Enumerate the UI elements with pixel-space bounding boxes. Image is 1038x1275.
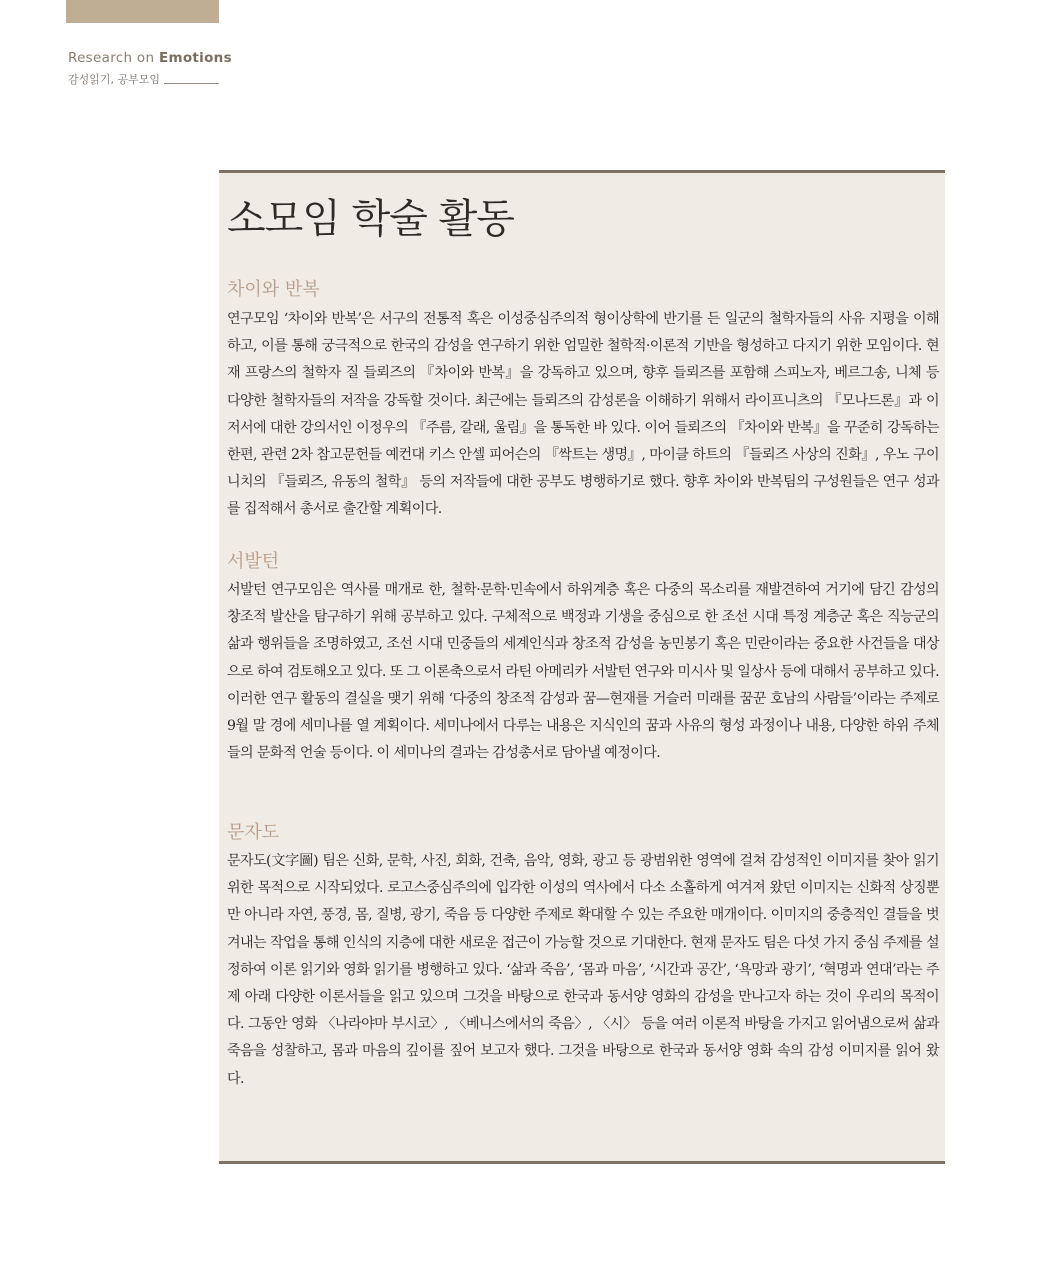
running-header-prefix: Research on [68, 50, 155, 66]
section-body-munjado: 문자도(文字圖) 팀은 신화, 문학, 사진, 회화, 건축, 음악, 영화, 광고 등 광범위한 영역에 걸쳐 감성적인 이미지를 찾아 읽기 위한 목적으로 시작되었다. 로고스중심주의에 입각한 이성의 역사에서 다소 소홀하게 여겨져 왔던 이미지는 신화적 상징뿐만 아니라 자연, 풍경, 몸, 질병, 광기, 죽음 등 다양한 주제로 확대할 수 있는 주요한 매개이다. 이미지의 중층적인 결들을 벗겨내는 작업을 통해 인식의 지층에 대한 새로운 접근이 가능할 것으로 기대한다. 현재 문자도 팀은 다섯 가지 중심 주제를 설정하여 이론 읽기와 영화 읽기를 병행하고 있다. ‘삶과 죽음’, ‘몸과 마음’, ‘시간과 공간’, ‘욕망과 광기’, ‘혁명과 연대’라는 주제 아래 다양한 이론서들을 읽고 있으며 그것을 바탕으로 한국과 동서양 영화의 감성을 만나고자 하는 것이 우리의 목적이다. 그동안 영화 〈나라야마 부시코〉, 〈베니스에서의 죽음〉, 〈시〉 등을 여러 이론적 바탕을 가지고 읽어냄으로써 삶과 죽음을 성찰하고, 몸과 마음의 깊이를 짚어 보고자 했다. 그것을 바탕으로 한국과 동서양 영화 속의 감성 이미지를 읽어 왔다. [227, 853, 939, 1087]
content-panel [219, 170, 945, 1164]
running-header-subtitle: 감성읽기, 공부모임 [68, 73, 161, 86]
section-body-subaltern: 서발턴 연구모임은 역사를 매개로 한, 철학·문학·민속에서 하위계층 혹은 다중의 목소리를 재발견하여 거기에 담긴 감성의 창조적 발산을 탐구하기 위해 공부하고 있다. 구체적으로 백정과 기생을 중심으로 한 조선 시대 특정 계층군 혹은 직능군의 삶과 행위들을 조명하였고, 조선 시대 민중들의 세계인식과 창조적 감성을 농민봉기 혹은 민란이라는 중요한 사건들을 대상으로 하여 검토해오고 있다. 또 그 이론축으로서 라틴 아메리카 서발턴 연구와 미시사 및 일상사 등에 대해서 공부하고 있다. 이러한 연구 활동의 결실을 맺기 위해 ‘다중의 창조적 감성과 꿈—현재를 거슬러 미래를 꿈꾼 호남의 사람들’이라는 주제로 9월 말 경에 세미나를 열 계획이다. 세미나에서 다루는 내용은 지식인의 꿈과 사유의 형성 과정이나 내용, 다양한 하위 주체들의 문화적 언술 등이다. 이 세미나의 결과는 감성총서로 담아낼 예정이다. [227, 582, 939, 762]
top-accent-bar [66, 0, 219, 23]
running-header-title [68, 50, 232, 66]
running-header-rule [164, 83, 219, 84]
section-body-difference-repetition: 연구모임 ‘차이와 반복’은 서구의 전통적 혹은 이성중심주의적 형이상학에 반기를 든 일군의 철학자들의 사유 지평을 이해하고, 이를 통해 궁극적으로 한국의 감성을 연구하기 위한 엄밀한 철학적·이론적 기반을 형성하고 다지기 위한 모임이다. 현재 프랑스의 철학자 질 들뢰즈의 『차이와 반복』을 강독하고 있으며, 향후 들뢰즈를 포함해 스피노자, 베르그송, 니체 등 다양한 철학자들의 저작을 강독할 것이다. 최근에는 들뢰즈의 감성론을 이해하기 위해서 라이프니츠의 『모나드론』과 이 저서에 대한 강의서인 이정우의 『주름, 갈래, 울림』을 통독한 바 있다. 이어 들뢰즈의 『차이와 반복』을 꾸준히 강독하는 한편, 관련 2차 참고문헌들 예컨대 키스 안셀 피어슨의 『싹트는 생명』, 마이클 하트의 『들뢰즈 사상의 진화』, 우노 구이니치의 『들뢰즈, 유동의 철학』 등의 저작들에 대한 공부도 병행하기로 했다. 향후 차이와 반복팀의 구성원들은 연구 성과를 집적해서 총서로 출간할 계획이다. [227, 311, 939, 518]
section-heading-munjado: 문자도 [227, 822, 280, 843]
section-heading-subaltern: 서발턴 [227, 551, 280, 572]
page-title: 소모임 학술 활동 [227, 196, 514, 242]
section-heading-difference-repetition: 차이와 반복 [227, 279, 320, 300]
running-header-emphasis: Emotions [158, 50, 232, 66]
